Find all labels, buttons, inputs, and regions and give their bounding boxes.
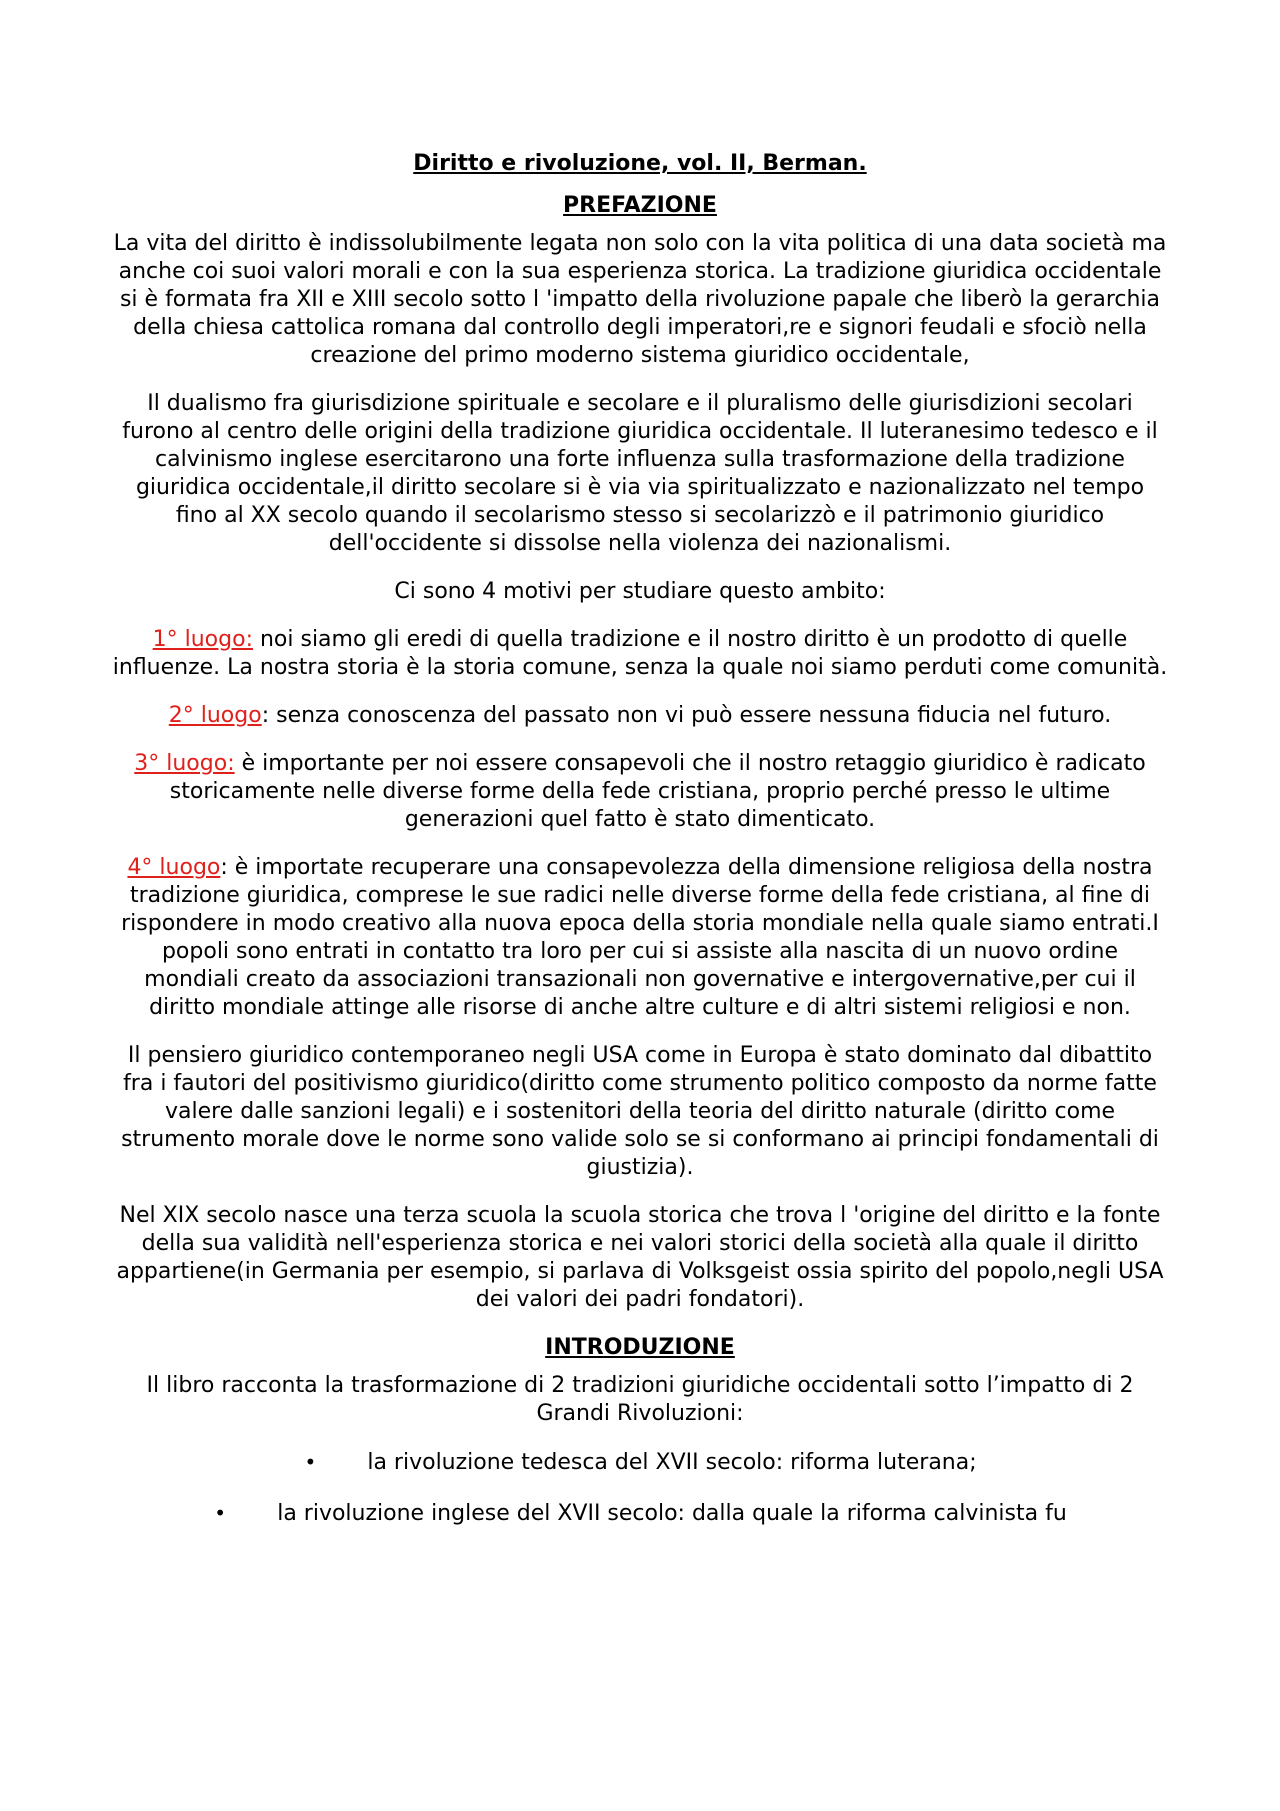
reason-2-text: : senza conoscenza del passato non vi può essere nessuna fiducia nel futuro.	[261, 703, 1112, 728]
document-title: Diritto e rivoluzione, vol. II, Berman.	[413, 151, 867, 176]
preface-paragraph-1: La vita del diritto è indissolubilmente legata non solo con la vita politica di una data società ma anche coi suoi valori morali e con la sua esperienza storica. La tradizione giuridica occidentale si è formata fra XII e XIII secolo sotto l 'impatto della rivoluzione papale che liberò la gerarchia della chiesa cattolica romana dal controllo degli imperatori,re e signori feudali e sfociò nella creazione del primo moderno sistema giuridico occidentale,	[113, 231, 1167, 368]
bullet-icon: •	[304, 1450, 317, 1474]
reason-3-label: 3° luogo:	[134, 751, 235, 776]
reason-4-label: 4° luogo	[127, 855, 221, 880]
introduction-heading: INTRODUZIONE	[545, 1335, 735, 1360]
introduction-paragraph: Il libro racconta la trasformazione di 2 tradizioni giuridiche occidentali sotto l’impatto di 2 Grandi Rivoluzioni:	[146, 1373, 1134, 1426]
preface-paragraph-3: Ci sono 4 motivi per studiare questo ambito:	[394, 579, 886, 604]
reason-2-label: 2° luogo	[168, 703, 262, 728]
reason-1-paragraph	[112, 626, 1168, 682]
list-item	[112, 1499, 1168, 1528]
list-item	[112, 1448, 1168, 1477]
closing-paragraph-2: Nel XIX secolo nasce una terza scuola la scuola storica che trova l 'origine del diritto e la fonte della sua validità nell'esperienza storica e nei valori storici della società alla quale il diritto appartiene(in Germania per esempio, si parlava di Volksgeist ossia spirito del popolo,negli USA dei valori dei padri fondatori).	[116, 1203, 1164, 1312]
bullet-text-1: la rivoluzione tedesca del XVII secolo: riforma luterana;	[367, 1450, 977, 1475]
document-body	[112, 150, 1168, 1550]
reason-1-label: 1° luogo:	[152, 627, 253, 652]
preface-heading: PREFAZIONE	[563, 193, 717, 218]
preface-paragraph-2: Il dualismo fra giurisdizione spirituale e secolare e il pluralismo delle giurisdizioni secolari furono al centro delle origini della tradizione giuridica occidentale. Il luteranesimo tedesco e il calvinismo inglese esercitarono una forte influenza sulla trasformazione della tradizione giuridica occidentale,il diritto secolare si è via via spiritualizzato e nazionalizzato nel tempo fino al XX secolo quando il secolarismo stesso si secolarizzò e il patrimonio giuridico dell'occidente si dissolse nella violenza dei nazionalismi.	[122, 391, 1158, 556]
introduction-bullet-list	[112, 1448, 1168, 1528]
bullet-icon: •	[214, 1501, 227, 1525]
reason-3-text: è importante per noi essere consapevoli che il nostro retaggio giuridico è radicato storicamente nelle diverse forme della fede cristiana, proprio perché presso le ultime generazioni quel fatto è stato dimenticato.	[169, 751, 1146, 832]
closing-paragraph-1: Il pensiero giuridico contemporaneo negli USA come in Europa è stato dominato dal dibattito fra i fautori del positivismo giuridico(diritto come strumento politico composto da norme fatte valere dalle sanzioni legali) e i sostenitori della teoria del diritto naturale (diritto come strumento morale dove le norme sono valide solo se si conformano ai principi fondamentali di giustizia).	[121, 1043, 1159, 1180]
reason-4-paragraph	[112, 854, 1168, 1022]
reason-1-text: noi siamo gli eredi di quella tradizione e il nostro diritto è un prodotto di quelle influenze. La nostra storia è la storia comune, senza la quale noi siamo perduti come comunità.	[112, 627, 1168, 680]
bullet-text-2: la rivoluzione inglese del XVII secolo: dalla quale la riforma calvinista fu	[277, 1501, 1067, 1526]
reason-3-paragraph	[112, 750, 1168, 834]
reason-4-text: : è importate recuperare una consapevolezza della dimensione religiosa della nostra tradizione giuridica, comprese le sue radici nelle diverse forme della fede cristiana, al fine di rispondere in modo creativo alla nuova epoca della storia mondiale nella quale siamo entrati.I popoli sono entrati in contatto tra loro per cui si assiste alla nascita di un nuovo ordine mondiali creato da associazioni transazionali non governative e intergovernative,per cui il diritto mondiale attinge alle risorse di anche altre culture e di altri sistemi religiosi e non.	[121, 855, 1159, 1020]
reason-2-paragraph	[112, 702, 1168, 730]
